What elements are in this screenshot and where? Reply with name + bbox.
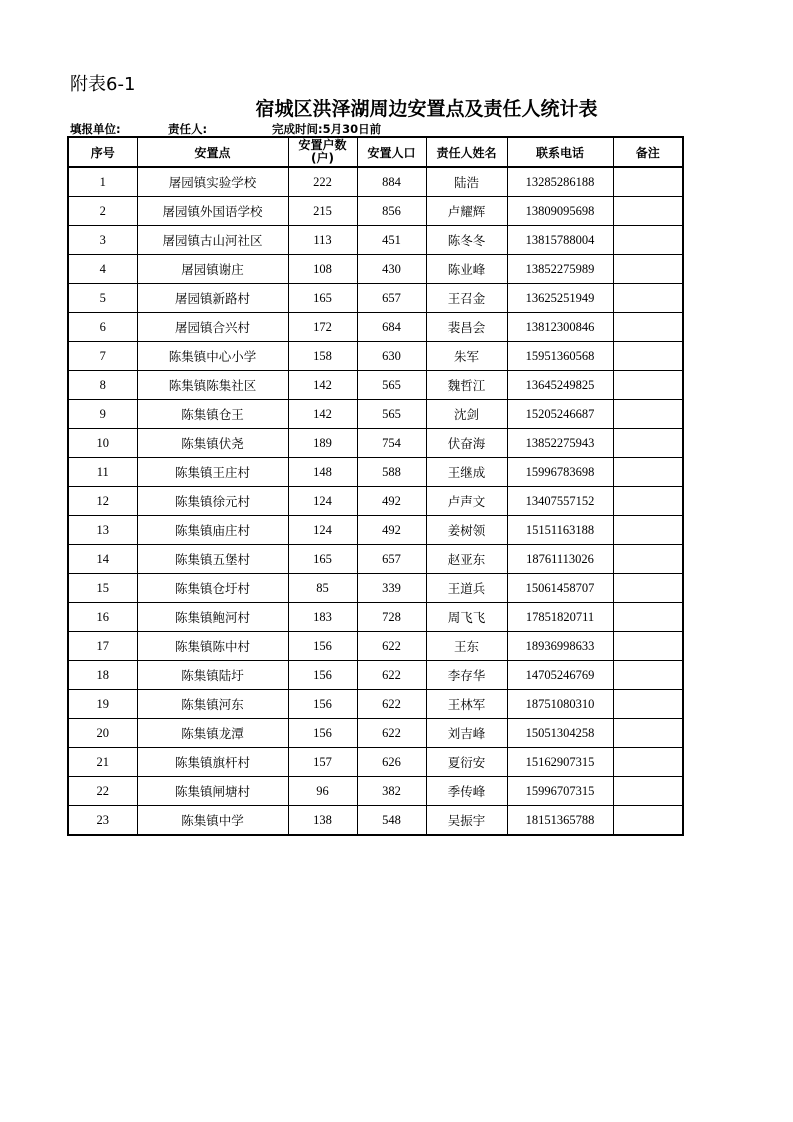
cell-site: 陈集镇王庄村 bbox=[137, 458, 288, 487]
person-label: 责任人: bbox=[168, 122, 208, 136]
cell-person: 陈冬冬 bbox=[426, 226, 507, 255]
cell-households: 156 bbox=[288, 661, 357, 690]
resettlement-table bbox=[67, 136, 684, 836]
cell-households: 156 bbox=[288, 690, 357, 719]
table-row bbox=[68, 632, 683, 661]
cell-households: 156 bbox=[288, 719, 357, 748]
cell-population: 451 bbox=[357, 226, 426, 255]
cell-person: 朱军 bbox=[426, 342, 507, 371]
cell-phone: 15151163188 bbox=[507, 516, 613, 545]
table-row bbox=[68, 487, 683, 516]
cell-seq: 22 bbox=[68, 777, 137, 806]
cell-population: 657 bbox=[357, 545, 426, 574]
cell-population: 626 bbox=[357, 748, 426, 777]
cell-note bbox=[613, 458, 683, 487]
cell-note bbox=[613, 197, 683, 226]
cell-person: 王召金 bbox=[426, 284, 507, 313]
table-row bbox=[68, 429, 683, 458]
table-body bbox=[68, 167, 683, 835]
cell-site: 陈集镇中心小学 bbox=[137, 342, 288, 371]
cell-site: 陈集镇伏尧 bbox=[137, 429, 288, 458]
cell-site: 屠园镇外国语学校 bbox=[137, 197, 288, 226]
cell-phone: 18751080310 bbox=[507, 690, 613, 719]
table-row bbox=[68, 603, 683, 632]
cell-phone: 13852275989 bbox=[507, 255, 613, 284]
cell-households: 215 bbox=[288, 197, 357, 226]
cell-person: 王东 bbox=[426, 632, 507, 661]
cell-site: 陈集镇五堡村 bbox=[137, 545, 288, 574]
cell-phone: 15951360568 bbox=[507, 342, 613, 371]
cell-person: 王继成 bbox=[426, 458, 507, 487]
cell-population: 630 bbox=[357, 342, 426, 371]
cell-note bbox=[613, 545, 683, 574]
cell-site: 屠园镇合兴村 bbox=[137, 313, 288, 342]
cell-person: 李存华 bbox=[426, 661, 507, 690]
cell-phone: 13625251949 bbox=[507, 284, 613, 313]
cell-households: 172 bbox=[288, 313, 357, 342]
table-row bbox=[68, 342, 683, 371]
table-row bbox=[68, 806, 683, 836]
cell-seq: 21 bbox=[68, 748, 137, 777]
cell-note bbox=[613, 371, 683, 400]
cell-phone: 15996783698 bbox=[507, 458, 613, 487]
cell-population: 622 bbox=[357, 661, 426, 690]
cell-site: 陈集镇陈集社区 bbox=[137, 371, 288, 400]
cell-person: 魏哲江 bbox=[426, 371, 507, 400]
cell-population: 565 bbox=[357, 400, 426, 429]
cell-seq: 15 bbox=[68, 574, 137, 603]
cell-note bbox=[613, 226, 683, 255]
cell-phone: 15205246687 bbox=[507, 400, 613, 429]
cell-site: 陈集镇闸塘村 bbox=[137, 777, 288, 806]
cell-phone: 15061458707 bbox=[507, 574, 613, 603]
cell-population: 339 bbox=[357, 574, 426, 603]
table-row bbox=[68, 400, 683, 429]
cell-note bbox=[613, 574, 683, 603]
cell-population: 754 bbox=[357, 429, 426, 458]
cell-note bbox=[613, 661, 683, 690]
table-row bbox=[68, 690, 683, 719]
table-row bbox=[68, 748, 683, 777]
cell-seq: 23 bbox=[68, 806, 137, 836]
cell-households: 138 bbox=[288, 806, 357, 836]
cell-site: 屠园镇实验学校 bbox=[137, 167, 288, 197]
cell-phone: 13812300846 bbox=[507, 313, 613, 342]
cell-site: 陈集镇仓王 bbox=[137, 400, 288, 429]
table-row bbox=[68, 661, 683, 690]
cell-phone: 14705246769 bbox=[507, 661, 613, 690]
cell-seq: 4 bbox=[68, 255, 137, 284]
cell-person: 王道兵 bbox=[426, 574, 507, 603]
cell-person: 周飞飞 bbox=[426, 603, 507, 632]
cell-seq: 5 bbox=[68, 284, 137, 313]
table-row bbox=[68, 777, 683, 806]
header-note: 备注 bbox=[613, 137, 683, 167]
cell-phone: 18936998633 bbox=[507, 632, 613, 661]
cell-person: 姜树领 bbox=[426, 516, 507, 545]
cell-population: 588 bbox=[357, 458, 426, 487]
cell-households: 124 bbox=[288, 516, 357, 545]
cell-phone: 13815788004 bbox=[507, 226, 613, 255]
cell-population: 430 bbox=[357, 255, 426, 284]
cell-person: 卢耀辉 bbox=[426, 197, 507, 226]
cell-households: 158 bbox=[288, 342, 357, 371]
cell-site: 陈集镇中学 bbox=[137, 806, 288, 836]
table-row bbox=[68, 226, 683, 255]
cell-population: 382 bbox=[357, 777, 426, 806]
deadline-label: 完成时间:5月30日前 bbox=[272, 122, 382, 136]
header-population: 安置人口 bbox=[357, 137, 426, 167]
cell-person: 夏衍安 bbox=[426, 748, 507, 777]
cell-site: 陈集镇仓圩村 bbox=[137, 574, 288, 603]
table-row bbox=[68, 545, 683, 574]
cell-seq: 6 bbox=[68, 313, 137, 342]
cell-seq: 18 bbox=[68, 661, 137, 690]
cell-seq: 7 bbox=[68, 342, 137, 371]
cell-seq: 17 bbox=[68, 632, 137, 661]
cell-population: 856 bbox=[357, 197, 426, 226]
cell-site: 屠园镇新路村 bbox=[137, 284, 288, 313]
cell-seq: 14 bbox=[68, 545, 137, 574]
cell-seq: 9 bbox=[68, 400, 137, 429]
table-row bbox=[68, 574, 683, 603]
cell-households: 108 bbox=[288, 255, 357, 284]
cell-person: 季传峰 bbox=[426, 777, 507, 806]
cell-person: 裴昌会 bbox=[426, 313, 507, 342]
cell-site: 陈集镇陆圩 bbox=[137, 661, 288, 690]
cell-site: 陈集镇徐元村 bbox=[137, 487, 288, 516]
cell-population: 548 bbox=[357, 806, 426, 836]
cell-households: 165 bbox=[288, 284, 357, 313]
cell-seq: 10 bbox=[68, 429, 137, 458]
header-row bbox=[68, 137, 683, 167]
cell-note bbox=[613, 487, 683, 516]
table-row bbox=[68, 167, 683, 197]
cell-population: 728 bbox=[357, 603, 426, 632]
cell-population: 622 bbox=[357, 690, 426, 719]
cell-note bbox=[613, 690, 683, 719]
cell-population: 884 bbox=[357, 167, 426, 197]
cell-note bbox=[613, 342, 683, 371]
table-row bbox=[68, 516, 683, 545]
table-row bbox=[68, 458, 683, 487]
cell-seq: 16 bbox=[68, 603, 137, 632]
cell-phone: 18761113026 bbox=[507, 545, 613, 574]
cell-site: 陈集镇河东 bbox=[137, 690, 288, 719]
cell-households: 189 bbox=[288, 429, 357, 458]
cell-population: 492 bbox=[357, 487, 426, 516]
cell-note bbox=[613, 719, 683, 748]
cell-households: 183 bbox=[288, 603, 357, 632]
cell-note bbox=[613, 429, 683, 458]
cell-population: 684 bbox=[357, 313, 426, 342]
table-row bbox=[68, 371, 683, 400]
cell-phone: 18151365788 bbox=[507, 806, 613, 836]
cell-note bbox=[613, 748, 683, 777]
cell-person: 伏奋海 bbox=[426, 429, 507, 458]
cell-households: 113 bbox=[288, 226, 357, 255]
cell-site: 陈集镇鲍河村 bbox=[137, 603, 288, 632]
header-seq: 序号 bbox=[68, 137, 137, 167]
cell-person: 吴振宇 bbox=[426, 806, 507, 836]
cell-phone: 13645249825 bbox=[507, 371, 613, 400]
appendix-label: 附表6-1 bbox=[70, 74, 136, 95]
cell-households: 148 bbox=[288, 458, 357, 487]
cell-note bbox=[613, 313, 683, 342]
header-person: 责任人姓名 bbox=[426, 137, 507, 167]
cell-person: 王林军 bbox=[426, 690, 507, 719]
cell-person: 卢声文 bbox=[426, 487, 507, 516]
cell-households: 156 bbox=[288, 632, 357, 661]
cell-households: 124 bbox=[288, 487, 357, 516]
cell-note bbox=[613, 777, 683, 806]
cell-note bbox=[613, 167, 683, 197]
cell-population: 657 bbox=[357, 284, 426, 313]
cell-site: 陈集镇庙庄村 bbox=[137, 516, 288, 545]
cell-households: 157 bbox=[288, 748, 357, 777]
cell-households: 85 bbox=[288, 574, 357, 603]
table-row bbox=[68, 197, 683, 226]
page-title: 宿城区洪泽湖周边安置点及责任人统计表 bbox=[255, 98, 598, 120]
cell-note bbox=[613, 632, 683, 661]
table-row bbox=[68, 284, 683, 313]
unit-label: 填报单位: bbox=[70, 122, 121, 136]
cell-seq: 3 bbox=[68, 226, 137, 255]
table-row bbox=[68, 313, 683, 342]
cell-population: 492 bbox=[357, 516, 426, 545]
cell-phone: 13285286188 bbox=[507, 167, 613, 197]
cell-note bbox=[613, 255, 683, 284]
cell-seq: 8 bbox=[68, 371, 137, 400]
cell-site: 屠园镇古山河社区 bbox=[137, 226, 288, 255]
cell-households: 165 bbox=[288, 545, 357, 574]
cell-phone: 15162907315 bbox=[507, 748, 613, 777]
cell-phone: 13809095698 bbox=[507, 197, 613, 226]
cell-seq: 2 bbox=[68, 197, 137, 226]
cell-seq: 12 bbox=[68, 487, 137, 516]
cell-seq: 19 bbox=[68, 690, 137, 719]
header-households: 安置户数(户) bbox=[288, 137, 357, 167]
cell-households: 142 bbox=[288, 371, 357, 400]
cell-note bbox=[613, 806, 683, 836]
cell-phone: 17851820711 bbox=[507, 603, 613, 632]
cell-phone: 15996707315 bbox=[507, 777, 613, 806]
cell-households: 96 bbox=[288, 777, 357, 806]
cell-site: 陈集镇龙潭 bbox=[137, 719, 288, 748]
cell-site: 陈集镇陈中村 bbox=[137, 632, 288, 661]
header-phone: 联系电话 bbox=[507, 137, 613, 167]
cell-note bbox=[613, 603, 683, 632]
cell-population: 622 bbox=[357, 632, 426, 661]
table-row bbox=[68, 255, 683, 284]
cell-person: 陈业峰 bbox=[426, 255, 507, 284]
cell-households: 222 bbox=[288, 167, 357, 197]
cell-person: 沈剑 bbox=[426, 400, 507, 429]
cell-phone: 13407557152 bbox=[507, 487, 613, 516]
cell-phone: 15051304258 bbox=[507, 719, 613, 748]
cell-seq: 20 bbox=[68, 719, 137, 748]
cell-person: 刘吉峰 bbox=[426, 719, 507, 748]
cell-seq: 13 bbox=[68, 516, 137, 545]
cell-households: 142 bbox=[288, 400, 357, 429]
cell-seq: 1 bbox=[68, 167, 137, 197]
cell-phone: 13852275943 bbox=[507, 429, 613, 458]
cell-site: 屠园镇谢庄 bbox=[137, 255, 288, 284]
cell-person: 赵亚东 bbox=[426, 545, 507, 574]
cell-population: 565 bbox=[357, 371, 426, 400]
header-site: 安置点 bbox=[137, 137, 288, 167]
cell-note bbox=[613, 516, 683, 545]
cell-seq: 11 bbox=[68, 458, 137, 487]
cell-note bbox=[613, 400, 683, 429]
cell-site: 陈集镇旗杆村 bbox=[137, 748, 288, 777]
cell-note bbox=[613, 284, 683, 313]
cell-person: 陆浩 bbox=[426, 167, 507, 197]
cell-population: 622 bbox=[357, 719, 426, 748]
table-row bbox=[68, 719, 683, 748]
